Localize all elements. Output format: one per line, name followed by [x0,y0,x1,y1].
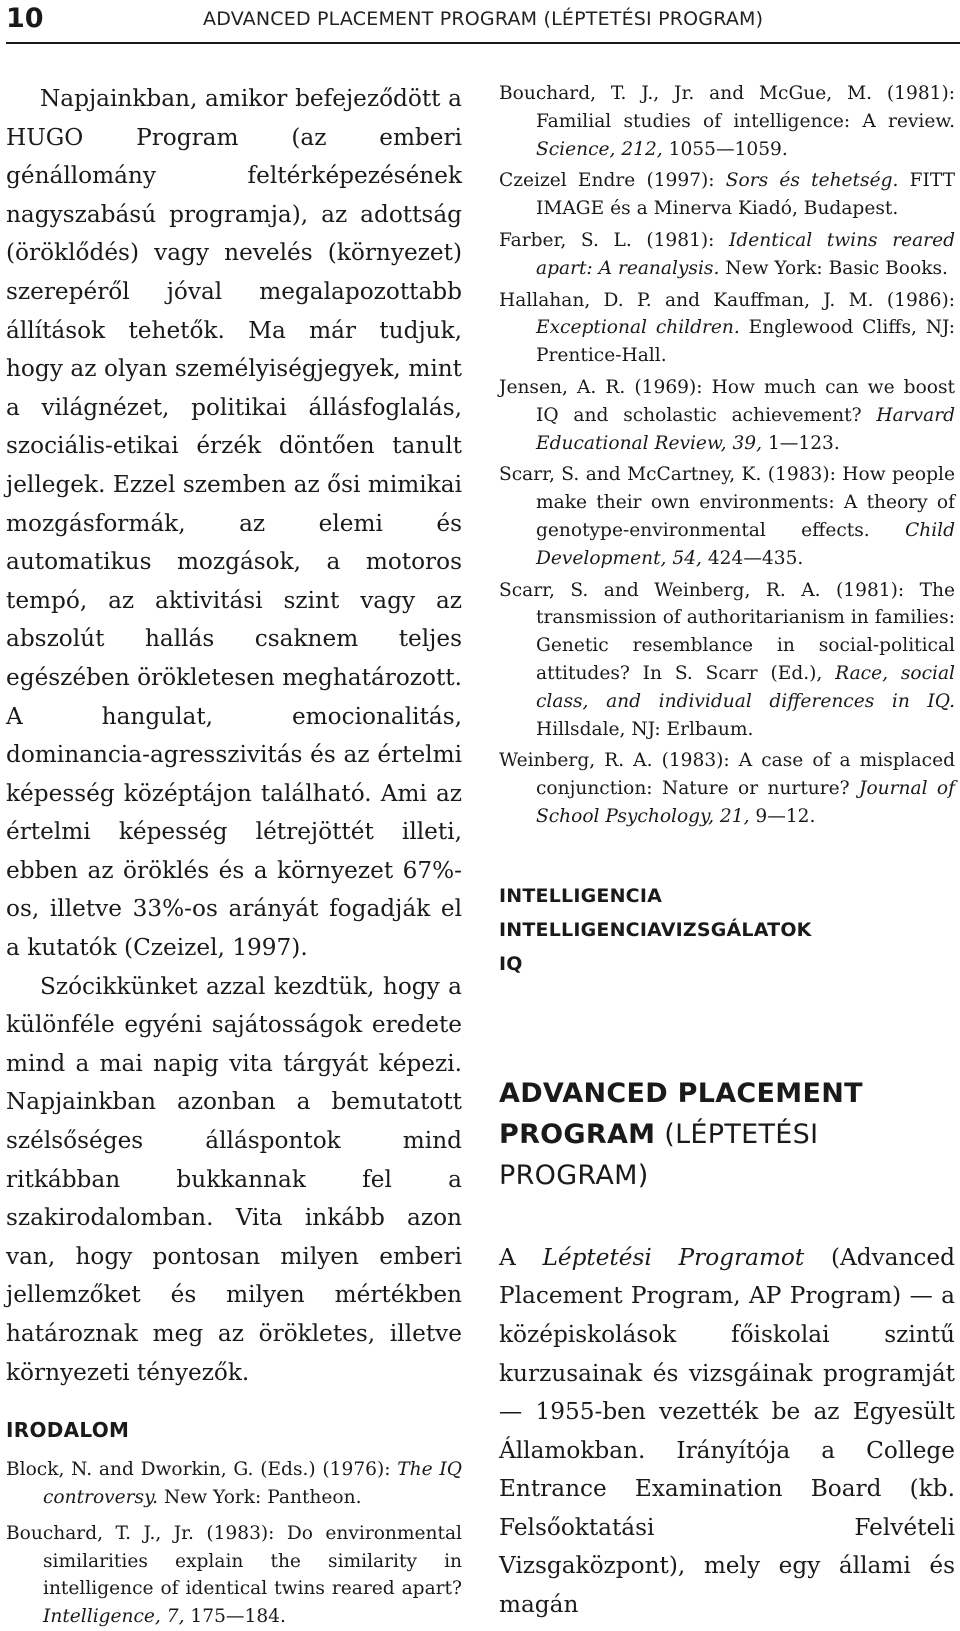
reference-item: Weinberg, R. A. (1983): A case of a misplaced conjunction: Nature or nurture? Journal of School Psychology, 21, 9—12. [499,750,955,827]
entry-paragraph: A Léptetési Programot (Advanced Placement Program, AP Program) — a középiskolások főiskolai szintű kurzusainak és vizsgáinak programját — 1955-ben vezették be az Egyesült Államokban. Irányítója a College Entrance Examination Board (kb. Felsőoktatási Felvételi Vizsgaközpont), mely egy állami és magán [499,1243,955,1619]
reference-item: Bouchard, T. J., Jr. and McGue, M. (1981): Familial studies of intelligence: A review. Science, 212, 1055—1059. [499,83,955,160]
second-paragraph: Szócikkünket azzal kezdtük, hogy a különféle egyéni sajátosságok eredete mind a mai napig vita tárgyát képezi. Napjainkban azonban a bemutatott szélsőséges álláspontok mind ritkábban bukkannak fel a szakirodalomban. Vita inkább azon van, hogy pontosan milyen emberi jellemzőket és milyen mértékben határoznak meg az örökletes, illetve környezeti tényezők. [6,972,462,1386]
reference-item: Scarr, S. and Weinberg, R. A. (1981): The transmission of authoritarianism in families: Genetic resemblance in social-political attitudes? In S. Scarr (Ed.), Race, social class, and individual differences in IQ. Hillsdale, NJ: Erlbaum. [499,579,955,740]
entry-title-normal: (LÉPTETÉSI PROGRAM) [499,1118,819,1191]
see-also-keywords [499,879,955,981]
right-column [499,80,955,1625]
irodalom-heading: IRODALOM [6,1418,130,1443]
running-head: ADVANCED PLACEMENT PROGRAM (LÉPTETÉSI PROGRAM) [203,8,764,30]
keyword-link[interactable]: INTELLIGENCIAVIZSGÁLATOK [499,918,812,941]
keyword-link[interactable]: IQ [499,952,523,975]
page-number: 10 [6,3,44,34]
left-column [6,80,462,1631]
reference-list-right [499,80,955,831]
reference-item: Block, N. and Dworkin, G. (Eds.) (1976): The IQ controversy. New York: Pantheon. [6,1459,462,1508]
reference-item: Farber, S. L. (1981): Identical twins reared apart: A reanalysis. New York: Basic Books. [499,229,955,279]
page-header [0,0,960,38]
reference-item: Jensen, A. R. (1969): How much can we boost IQ and scholastic achievement? Harvard Educational Review, 39, 1—123. [499,376,955,454]
entry-title-bold: ADVANCED PLACEMENT PROGRAM [499,1077,863,1150]
reference-list-left [6,1456,462,1631]
header-rule [6,42,960,44]
reference-item: Scarr, S. and McCartney, K. (1983): How people make their own environments: A theory of genotype-environmental effects. Child Development, 54, 424—435. [499,464,955,569]
reference-item: Czeizel Endre (1997): Sors és tehetség. FITT IMAGE és a Minerva Kiadó, Budapest. [499,170,955,220]
reference-item: Hallahan, D. P. and Kauffman, J. M. (1986): Exceptional children. Englewood Cliffs, NJ: Prentice-Hall. [499,289,956,367]
entry-title [499,1073,955,1196]
keyword-link[interactable]: INTELLIGENCIA [499,884,662,907]
reference-item: Bouchard, T. J., Jr. (1983): Do environmental similarities explain the similarity in intelligence of identical twins reared apart? Intelligence, 7, 175—184. [6,1522,462,1628]
intro-paragraph: Napjainkban, amikor befejeződött a HUGO Program (az emberi génállomány feltérképezésének nagyszabású programja), az adottság (öröklődés) vagy nevelés (környezet) szerepéről jóval megalapozottabb állítások tehetők. Ma már tudjuk, hogy az olyan személyiségjegyek, mint a világnézet, politikai állásfoglalás, szociális-etikai érzék döntően tanult jellegek. Ezzel szemben az ősi mimikai mozgásformák, az elemi és automatikus mozgások, a motoros tempó, az aktivitási szint vagy az abszolút hallás csaknem teljes egészében örökletesen meghatározott. A hangulat, emocionalitás, dominancia-agresszivitás és az értelmi képesség középtájon található. Ami az értelmi képesség létrejöttét illeti, ebben az öröklés és a környezet 67%-os, illetve 33%-os arányát fogadják el a kutatók (Czeizel, 1997). [6,85,462,962]
